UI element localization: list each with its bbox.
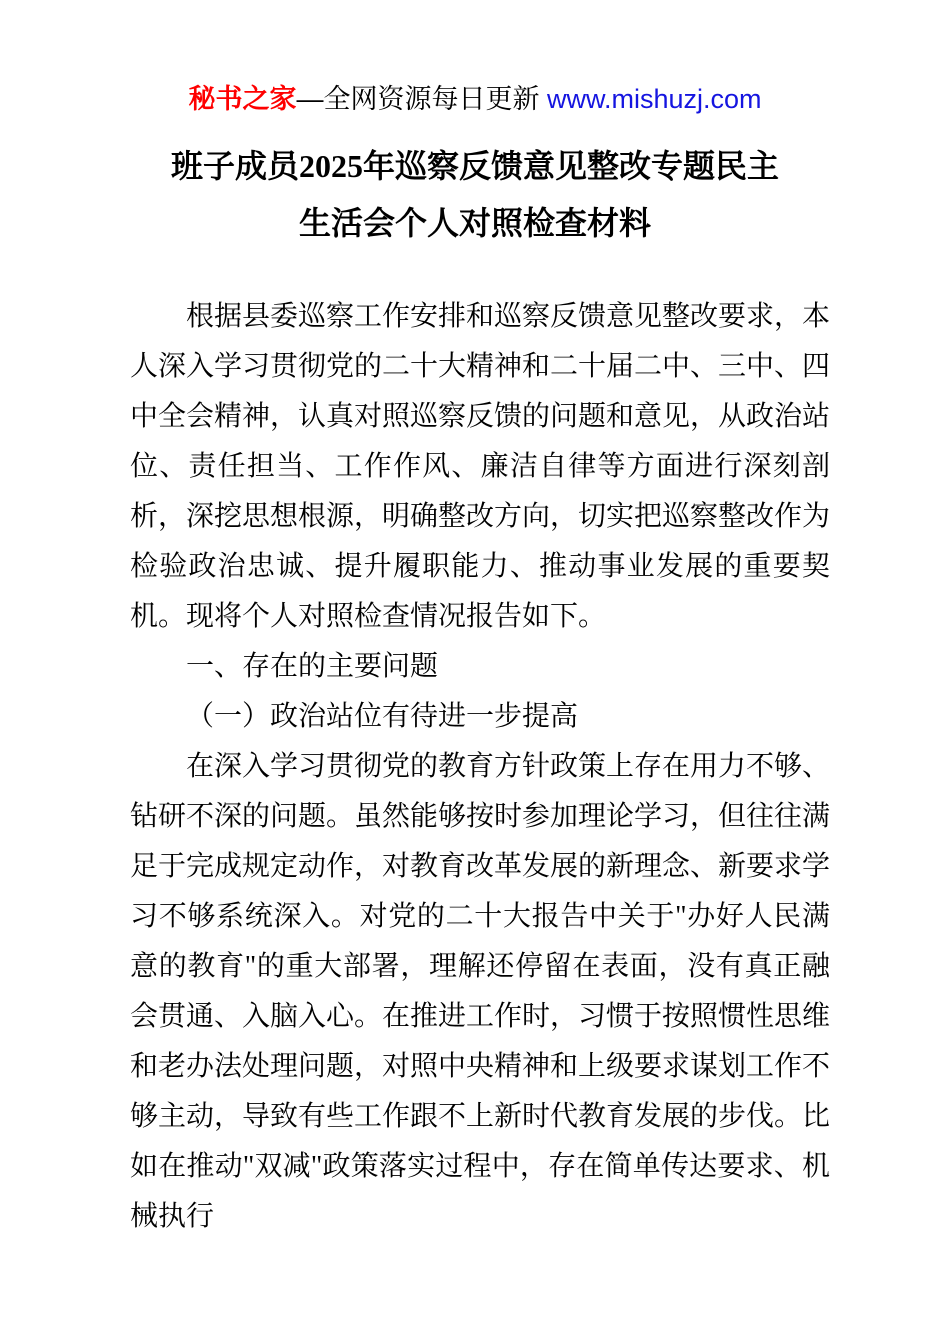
site-header	[0, 0, 950, 116]
site-brand: 秘书之家	[188, 84, 297, 114]
site-url-link[interactable]: www.mishuzj.com	[546, 84, 762, 114]
paragraph-problem-detail: 在深入学习贯彻党的教育方针政策上存在用力不够、钻研不深的问题。虽然能够按时参加理论学习，但往往满足于完成规定动作，对教育改革发展的新理念、新要求学习不够系统深入。对党的二十大报告中关于"办好人民满意的教育"的重大部署，理解还停留在表面，没有真正融会贯通、入脑入心。在推进工作时，习惯于按照惯性思维和老办法处理问题，对照中央精神和上级要求谋划工作不够主动，导致有些工作跟不上新时代教育发展的步伐。比如在推动"双减"政策落实过程中，存在简单传达要求、机械执行	[130, 751, 831, 1232]
section-heading-main-problems: 一、存在的主要问题	[186, 651, 439, 682]
document-body	[130, 292, 830, 1242]
document-title: 班子成员2025年巡察反馈意见整改专题民主生活会个人对照检查材料	[170, 148, 779, 241]
paragraph-intro: 根据县委巡察工作安排和巡察反馈意见整改要求，本人深入学习贯彻党的二十大精神和二十届二中、三中、四中全会精神，认真对照巡察反馈的问题和意见，从政治站位、责任担当、工作作风、廉洁自律等方面进行深刻剖析，深挖思想根源，明确整改方向，切实把巡察整改作为检验政治忠诚、提升履职能力、推动事业发展的重要契机。现将个人对照检查情况报告如下。	[130, 301, 831, 632]
site-tagline: —全网资源每日更新	[296, 84, 547, 114]
subsection-heading-political-stance: （一）政治站位有待进一步提高	[186, 701, 579, 732]
